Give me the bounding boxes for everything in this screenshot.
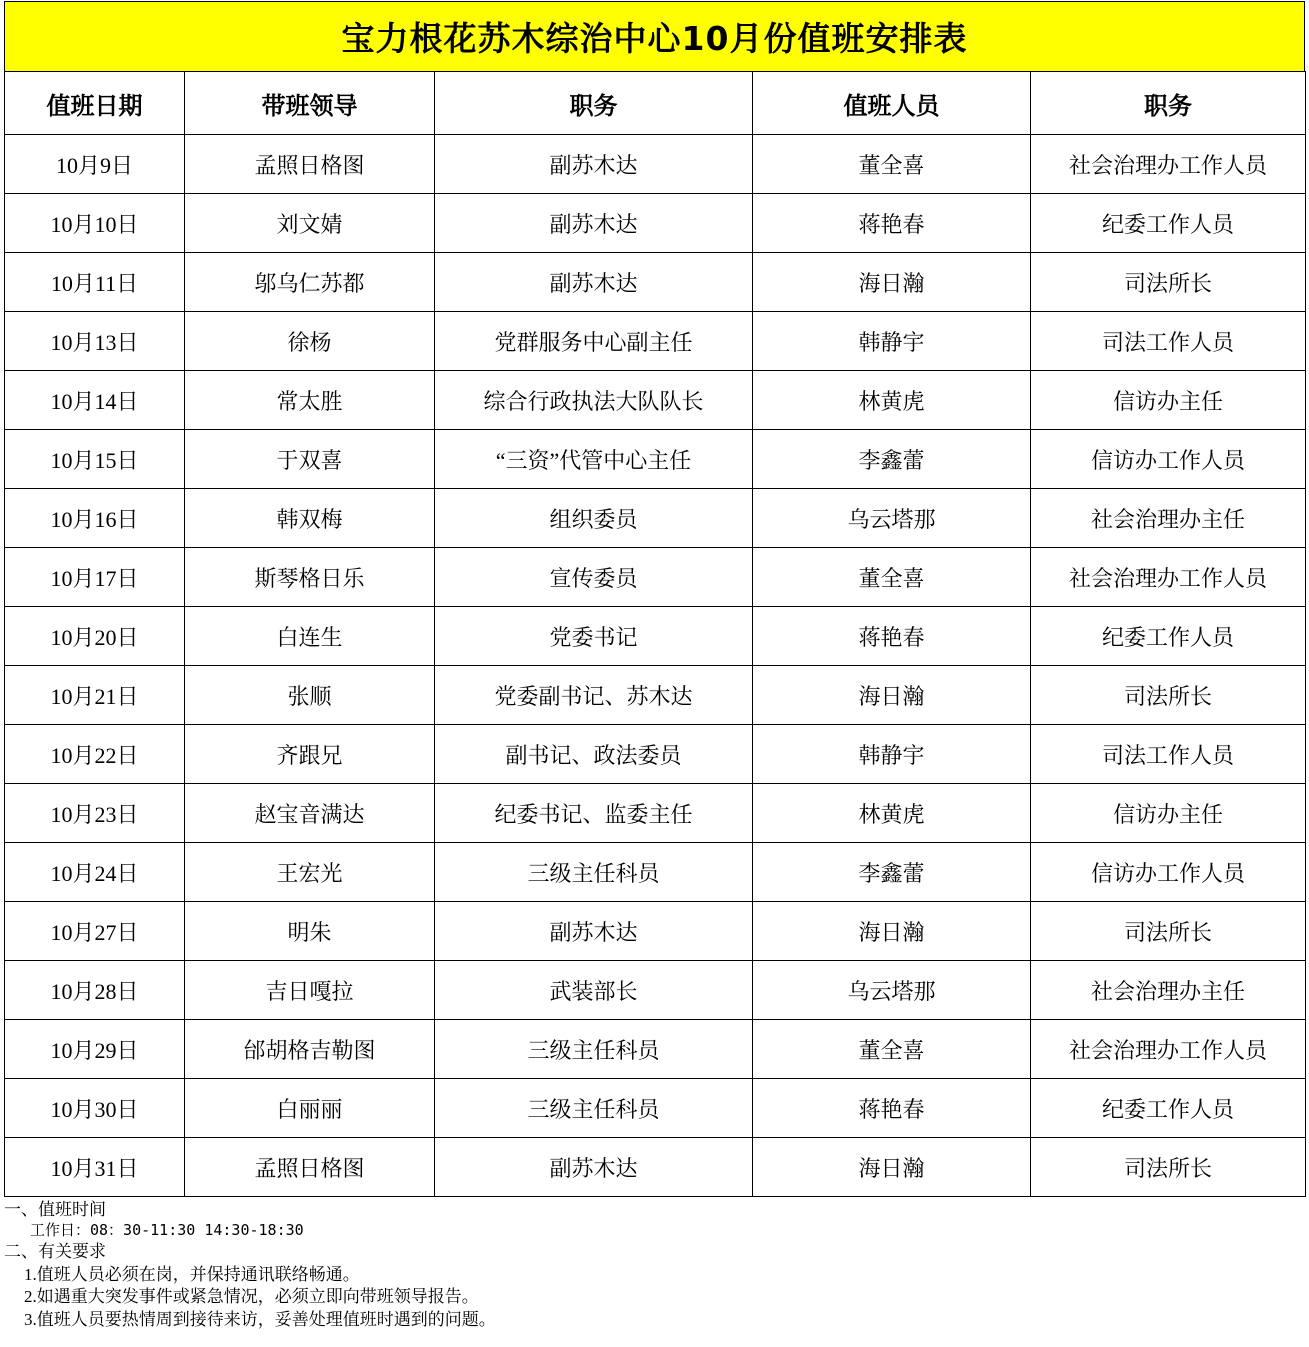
page-title: 宝力根花苏木综治中心10月份值班安排表 [341, 19, 968, 58]
cell-duty-staff: 乌云塔那 [753, 961, 1031, 1020]
cell-leader: 韩双梅 [185, 489, 435, 548]
cell-duty-date: 10月16日 [5, 489, 185, 548]
cell-leader: 斯琴格日乐 [185, 548, 435, 607]
table-row [5, 1079, 1306, 1138]
cell-duty-date: 10月23日 [5, 784, 185, 843]
cell-staff-position: 司法所长 [1031, 1138, 1306, 1197]
cell-leader-position: 三级主任科员 [435, 1020, 753, 1079]
cell-duty-staff: 韩静宇 [753, 725, 1031, 784]
cell-leader: 白丽丽 [185, 1079, 435, 1138]
table-row [5, 430, 1306, 489]
cell-duty-date: 10月31日 [5, 1138, 185, 1197]
cell-leader-position: 三级主任科员 [435, 843, 753, 902]
cell-leader-position: 三级主任科员 [435, 1079, 753, 1138]
cell-leader-position: 纪委书记、监委主任 [435, 784, 753, 843]
notes-section [4, 1199, 1309, 1331]
cell-duty-date: 10月30日 [5, 1079, 185, 1138]
table-row [5, 1138, 1306, 1197]
cell-duty-staff: 海日瀚 [753, 666, 1031, 725]
cell-staff-position: 信访办主任 [1031, 371, 1306, 430]
cell-staff-position: 司法所长 [1031, 666, 1306, 725]
cell-staff-position: 信访办工作人员 [1031, 843, 1306, 902]
cell-duty-staff: 李鑫蕾 [753, 843, 1031, 902]
cell-leader: 王宏光 [185, 843, 435, 902]
cell-duty-date: 10月11日 [5, 253, 185, 312]
cell-staff-position: 社会治理办工作人员 [1031, 135, 1306, 194]
note-duty-time-value: 工作日：08：30-11:30 14:30-18:30 [30, 1221, 304, 1240]
cell-leader: 张顺 [185, 666, 435, 725]
table-row [5, 1020, 1306, 1079]
cell-duty-date: 10月28日 [5, 961, 185, 1020]
cell-leader: 于双喜 [185, 430, 435, 489]
cell-leader: 孟照日格图 [185, 135, 435, 194]
cell-leader-position: 副苏木达 [435, 1138, 753, 1197]
table-row [5, 312, 1306, 371]
note-requirement-1: 1.值班人员必须在岗，并保持通讯联络畅通。 [24, 1264, 360, 1284]
cell-staff-position: 司法所长 [1031, 253, 1306, 312]
cell-duty-date: 10月24日 [5, 843, 185, 902]
cell-leader: 白连生 [185, 607, 435, 666]
cell-duty-staff: 海日瀚 [753, 1138, 1031, 1197]
table-row [5, 902, 1306, 961]
cell-leader-position: “三资”代管中心主任 [435, 430, 753, 489]
cell-duty-date: 10月29日 [5, 1020, 185, 1079]
cell-duty-date: 10月9日 [5, 135, 185, 194]
table-row [5, 253, 1306, 312]
table-body [5, 135, 1306, 1197]
cell-staff-position: 司法工作人员 [1031, 725, 1306, 784]
cell-duty-staff: 蒋艳春 [753, 1079, 1031, 1138]
cell-duty-staff: 林黄虎 [753, 371, 1031, 430]
table-row [5, 548, 1306, 607]
cell-leader: 齐跟兄 [185, 725, 435, 784]
duty-schedule-table [4, 71, 1306, 1197]
cell-leader-position: 组织委员 [435, 489, 753, 548]
cell-duty-staff: 董全喜 [753, 1020, 1031, 1079]
cell-leader-position: 宣传委员 [435, 548, 753, 607]
table-row [5, 135, 1306, 194]
table-row [5, 725, 1306, 784]
note-duty-time-heading: 一、值班时间 [4, 1200, 106, 1219]
cell-staff-position: 社会治理办工作人员 [1031, 548, 1306, 607]
cell-duty-date: 10月14日 [5, 371, 185, 430]
cell-leader-position: 党委副书记、苏木达 [435, 666, 753, 725]
table-row [5, 784, 1306, 843]
cell-staff-position: 社会治理办工作人员 [1031, 1020, 1306, 1079]
cell-leader: 孟照日格图 [185, 1138, 435, 1197]
column-header-duty-staff: 值班人员 [753, 72, 1031, 135]
note-requirement-3: 3.值班人员要热情周到接待来访，妥善处理值班时遇到的问题。 [24, 1309, 496, 1329]
cell-duty-staff: 李鑫蕾 [753, 430, 1031, 489]
cell-leader-position: 副苏木达 [435, 135, 753, 194]
table-header-row [5, 72, 1306, 135]
cell-staff-position: 信访办工作人员 [1031, 430, 1306, 489]
note-requirement-2: 2.如遇重大突发事件或紧急情况，必须立即向带班领导报告。 [24, 1287, 479, 1307]
cell-staff-position: 纪委工作人员 [1031, 1079, 1306, 1138]
cell-duty-staff: 蒋艳春 [753, 607, 1031, 666]
cell-leader-position: 副苏木达 [435, 253, 753, 312]
column-header-leader-position: 职务 [435, 72, 753, 135]
document-title-bar [4, 1, 1305, 71]
cell-leader-position: 党群服务中心副主任 [435, 312, 753, 371]
cell-duty-date: 10月27日 [5, 902, 185, 961]
cell-duty-staff: 海日瀚 [753, 253, 1031, 312]
cell-duty-date: 10月22日 [5, 725, 185, 784]
table-row [5, 371, 1306, 430]
cell-duty-date: 10月15日 [5, 430, 185, 489]
cell-staff-position: 司法所长 [1031, 902, 1306, 961]
cell-duty-date: 10月21日 [5, 666, 185, 725]
cell-leader: 邰胡格吉勒图 [185, 1020, 435, 1079]
cell-duty-date: 10月17日 [5, 548, 185, 607]
document-page [0, 1, 1309, 1347]
table-row [5, 607, 1306, 666]
cell-leader: 吉日嘎拉 [185, 961, 435, 1020]
cell-duty-staff: 乌云塔那 [753, 489, 1031, 548]
cell-leader-position: 综合行政执法大队队长 [435, 371, 753, 430]
cell-duty-staff: 韩静宇 [753, 312, 1031, 371]
column-header-duty-date: 值班日期 [5, 72, 185, 135]
table-row [5, 194, 1306, 253]
table-row [5, 666, 1306, 725]
cell-duty-date: 10月13日 [5, 312, 185, 371]
cell-leader-position: 党委书记 [435, 607, 753, 666]
cell-leader: 邬乌仁苏都 [185, 253, 435, 312]
cell-leader-position: 副书记、政法委员 [435, 725, 753, 784]
cell-leader: 明朱 [185, 902, 435, 961]
cell-duty-staff: 董全喜 [753, 548, 1031, 607]
cell-staff-position: 司法工作人员 [1031, 312, 1306, 371]
note-requirements-heading: 二、有关要求 [4, 1242, 106, 1262]
cell-leader-position: 武装部长 [435, 961, 753, 1020]
cell-staff-position: 社会治理办主任 [1031, 489, 1306, 548]
cell-staff-position: 信访办主任 [1031, 784, 1306, 843]
cell-leader: 赵宝音满达 [185, 784, 435, 843]
cell-staff-position: 纪委工作人员 [1031, 194, 1306, 253]
table-row [5, 961, 1306, 1020]
cell-duty-staff: 林黄虎 [753, 784, 1031, 843]
cell-staff-position: 社会治理办主任 [1031, 961, 1306, 1020]
table-row [5, 843, 1306, 902]
cell-staff-position: 纪委工作人员 [1031, 607, 1306, 666]
cell-leader: 常太胜 [185, 371, 435, 430]
column-header-leader: 带班领导 [185, 72, 435, 135]
column-header-staff-position: 职务 [1031, 72, 1306, 135]
cell-duty-staff: 董全喜 [753, 135, 1031, 194]
cell-leader-position: 副苏木达 [435, 194, 753, 253]
cell-leader: 徐杨 [185, 312, 435, 371]
cell-duty-staff: 蒋艳春 [753, 194, 1031, 253]
cell-leader-position: 副苏木达 [435, 902, 753, 961]
cell-duty-date: 10月10日 [5, 194, 185, 253]
cell-leader: 刘文婧 [185, 194, 435, 253]
cell-duty-date: 10月20日 [5, 607, 185, 666]
table-row [5, 489, 1306, 548]
cell-duty-staff: 海日瀚 [753, 902, 1031, 961]
